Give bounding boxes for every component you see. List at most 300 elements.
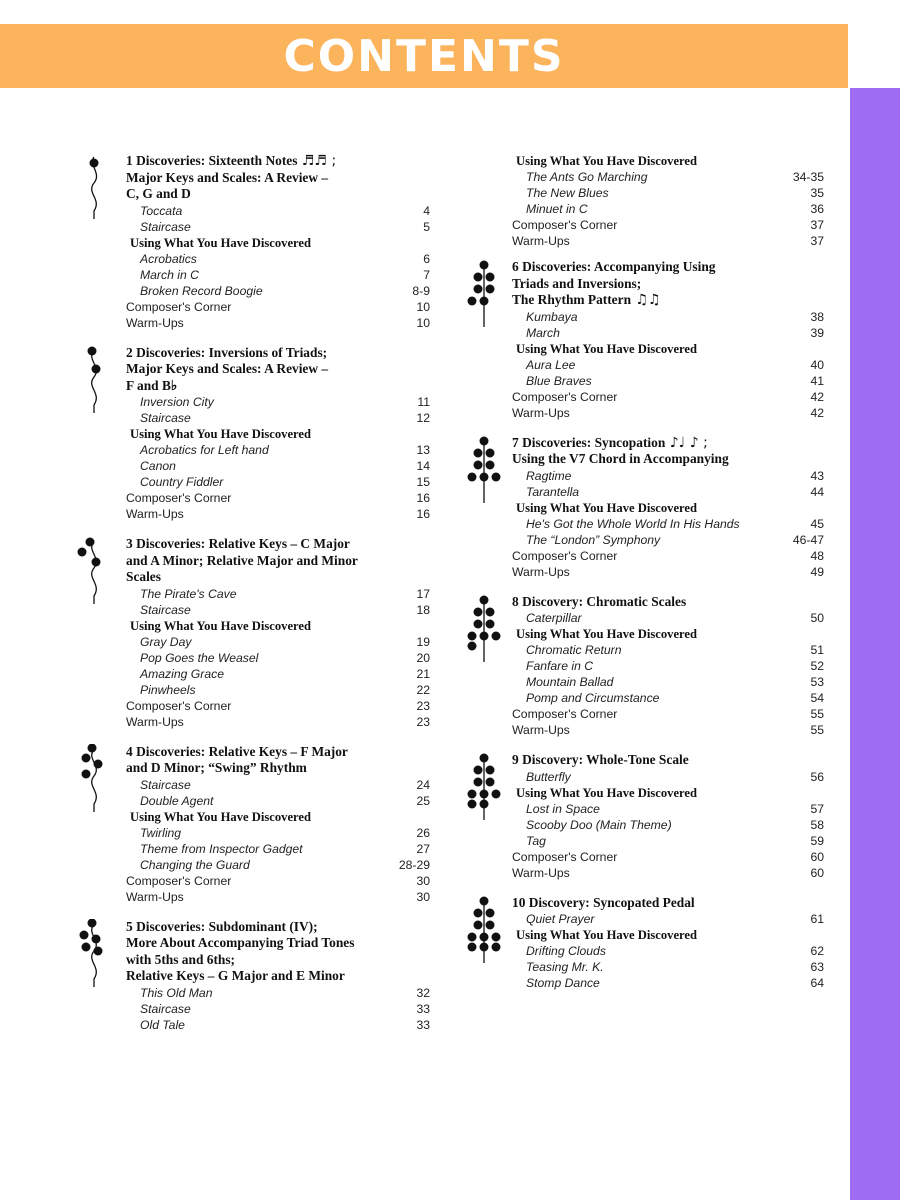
entry-title: Composer's Corner (126, 491, 232, 505)
heading-line (126, 919, 430, 936)
page-number: 58 (810, 817, 824, 832)
unit-8 (462, 594, 824, 739)
piece-entry (126, 219, 430, 235)
heading-text: Discoveries: Accompanying Using (522, 259, 716, 274)
page-number: 7 (423, 267, 430, 282)
section-entry (512, 706, 824, 722)
piece-entry (126, 267, 430, 283)
unit-number: 4 (126, 743, 133, 759)
piece-entry (512, 975, 824, 991)
piece-entry (512, 468, 824, 484)
entry-title: This Old Man (140, 985, 213, 1000)
page-number: 60 (810, 849, 824, 864)
page-number: 64 (810, 976, 824, 990)
unit-heading (512, 895, 824, 912)
unit-5-continued (462, 153, 824, 249)
heading-text: Relative Keys – G Major and E Minor (126, 968, 345, 983)
entry-title: Composer's Corner (126, 299, 232, 314)
heading-text: Major Keys and Scales: A Review – (126, 169, 329, 185)
entry-title: The Ants Go Marching (526, 170, 648, 184)
page-number: 32 (416, 985, 430, 1000)
entry-title: Blue Braves (526, 373, 592, 388)
heading-line (126, 345, 430, 362)
section-entry (126, 698, 430, 714)
entry-title: Tag (526, 833, 546, 848)
page-number: 13 (416, 443, 430, 457)
page-number: 27 (416, 841, 430, 856)
entry-title: Warm-Ups (512, 234, 570, 248)
piece-entry (126, 1017, 430, 1033)
piece-entry (512, 801, 824, 817)
page-number: 20 (416, 650, 430, 665)
tree-8-icon (462, 594, 506, 664)
entry-title: Composer's Corner (512, 707, 618, 721)
entry-title: March in C (140, 267, 199, 282)
entry-title: Warm-Ups (512, 564, 570, 579)
entry-title: Minuet in C (526, 202, 588, 216)
tree-7-icon (462, 435, 506, 505)
tree-6-icon (462, 259, 506, 329)
unit-heading (126, 919, 430, 985)
page-number: 6 (423, 251, 430, 266)
single-vine-icon (76, 153, 120, 223)
unit-heading (512, 594, 824, 611)
entry-title: Acrobatics (140, 251, 197, 266)
heading-text: Discoveries: Sixteenth Notes (136, 153, 298, 168)
heading-line (126, 361, 430, 378)
unit-number: 8 (512, 593, 519, 609)
heading-text: Scales (126, 569, 161, 584)
heading-line (126, 536, 430, 553)
heading-line (512, 752, 824, 769)
heading-line (126, 968, 430, 985)
entry-title: Aura Lee (526, 357, 576, 372)
heading-line (512, 594, 824, 611)
page-number: 62 (810, 944, 824, 958)
unit-9 (462, 752, 824, 881)
piece-entry (512, 169, 824, 185)
page-number: 17 (416, 586, 430, 601)
heading-text: Discoveries: Syncopation (522, 434, 666, 450)
page-number: 28-29 (398, 857, 430, 872)
page-number: 51 (810, 643, 824, 657)
page-number: 16 (416, 491, 430, 505)
page-number: 16 (416, 507, 430, 521)
page-number: 49 (810, 564, 824, 579)
heading-text: Triads and Inversions; (512, 275, 642, 291)
heading-line (126, 153, 430, 170)
entry-title: Kumbaya (526, 309, 578, 324)
section-entry (512, 548, 824, 564)
double-vine-icon (76, 345, 120, 415)
page-number: 19 (416, 634, 430, 649)
section-entry (512, 405, 824, 421)
unit-1 (76, 153, 430, 331)
contents-column-left (76, 153, 430, 1047)
section-subhead: Using What You Have Discovered (516, 341, 697, 356)
entry-title: Composer's Corner (512, 849, 618, 864)
page-number: 54 (810, 691, 824, 705)
entry-title: Staircase (140, 777, 191, 792)
unit-3 (76, 536, 430, 730)
piece-entry (126, 410, 430, 426)
page-number: 39 (810, 325, 824, 340)
piece-entry (126, 793, 430, 809)
piece-entry (512, 658, 824, 674)
page-number: 10 (416, 299, 430, 314)
page-number: 10 (416, 315, 430, 330)
entry-title: Theme from Inspector Gadget (140, 841, 303, 856)
piece-entry (512, 610, 824, 626)
unit-number: 3 (126, 536, 133, 551)
unit-number: 9 (512, 752, 519, 767)
page-number: 21 (416, 666, 430, 681)
heading-text: More About Accompanying Triad Tones (126, 935, 355, 950)
piece-entry (126, 1001, 430, 1017)
section-entry (126, 714, 430, 730)
unit-number: 5 (126, 918, 133, 934)
entry-title: Pinwheels (140, 682, 196, 697)
triple-vine-icon (76, 536, 120, 606)
page-number: 35 (810, 186, 824, 200)
section-entry (512, 564, 824, 580)
piece-entry (126, 985, 430, 1001)
section-entry (512, 722, 824, 738)
page-number: 33 (416, 1017, 430, 1032)
contents-banner (0, 24, 848, 88)
piece-entry (126, 251, 430, 267)
piece-entry (512, 690, 824, 706)
section-subhead: Using What You Have Discovered (130, 809, 311, 824)
contents-column-right (462, 153, 824, 1005)
piece-entry (512, 943, 824, 959)
piece-entry (512, 532, 824, 548)
unit-heading (512, 259, 824, 309)
page-number: 53 (810, 675, 824, 689)
piece-entry (512, 516, 824, 532)
section-entry (126, 299, 430, 315)
entry-title: Changing the Guard (140, 857, 250, 872)
section-subhead: Using What You Have Discovered (130, 235, 311, 250)
page-number: 41 (810, 373, 824, 388)
heading-text: and A Minor; Relative Major and Minor (126, 552, 358, 568)
unit-2 (76, 345, 430, 523)
entry-title: The New Blues (526, 186, 609, 200)
entry-title: Staircase (140, 602, 191, 617)
page-title: CONTENTS (283, 31, 565, 82)
entry-title: Gray Day (140, 634, 192, 649)
heading-line (126, 952, 430, 969)
piece-entry (126, 442, 430, 458)
entry-title: Composer's Corner (512, 218, 618, 232)
section-subhead: Using What You Have Discovered (130, 427, 311, 441)
heading-text: Discoveries: Relative Keys – F Major (136, 743, 348, 759)
entry-title: Broken Record Boogie (140, 283, 263, 298)
rhythm-notation-icon: ♪♩ ♪ ; (665, 434, 708, 451)
sidebar-stripe-gap (850, 0, 900, 88)
unit-number: 1 (126, 153, 133, 168)
section-entry (512, 849, 824, 865)
entry-title: Staircase (140, 219, 191, 234)
heading-text: Discovery: Whole-Tone Scale (522, 752, 689, 767)
page-number: 26 (416, 825, 430, 840)
entry-title: Composer's Corner (126, 698, 232, 713)
page-number: 46-47 (792, 532, 824, 547)
page-number: 50 (810, 611, 824, 625)
page-number: 24 (416, 777, 430, 792)
entry-title: Ragtime (526, 468, 572, 483)
entry-title: The Pirate's Cave (140, 586, 237, 601)
page-number: 34-35 (792, 170, 824, 184)
unit-number: 7 (512, 434, 519, 450)
page-number: 42 (810, 389, 824, 404)
entry-title: Pop Goes the Weasel (140, 650, 259, 665)
section-entry (512, 217, 824, 233)
page-number: 55 (810, 707, 824, 721)
piece-entry (512, 309, 824, 325)
section-subhead: Using What You Have Discovered (516, 500, 697, 515)
piece-entry (126, 825, 430, 841)
heading-text: and D Minor; “Swing” Rhythm (126, 760, 307, 775)
section-entry (126, 490, 430, 506)
heading-line (126, 553, 430, 570)
page-number: 12 (416, 411, 430, 425)
page-number: 38 (810, 309, 824, 324)
entry-title: March (526, 325, 560, 340)
entry-title: Mountain Ballad (526, 675, 614, 689)
entry-title: Amazing Grace (140, 666, 224, 681)
entry-title: Pomp and Circumstance (526, 691, 660, 705)
entry-title: Canon (140, 459, 176, 473)
heading-text: Using the V7 Chord in Accompanying (512, 451, 729, 466)
entry-title: Teasing Mr. K. (526, 960, 604, 974)
entry-title: Scooby Doo (Main Theme) (526, 817, 672, 832)
entry-title: Country Fiddler (140, 475, 224, 489)
entry-title: Warm-Ups (126, 889, 184, 904)
entry-title: Warm-Ups (512, 405, 570, 420)
heading-line (126, 935, 430, 952)
entry-title: Drifting Clouds (526, 944, 606, 958)
unit-heading (512, 435, 824, 468)
piece-entry (512, 484, 824, 500)
section-subhead: Using What You Have Discovered (516, 785, 697, 800)
rhythm-pattern-icon: ♫♫ (631, 292, 661, 308)
page-number: 48 (810, 548, 824, 563)
piece-entry (512, 833, 824, 849)
section-subhead: Using What You Have Discovered (516, 627, 697, 641)
heading-line (512, 451, 824, 468)
entry-title: The “London” Symphony (526, 532, 661, 547)
piece-entry (512, 959, 824, 975)
piece-entry (512, 201, 824, 217)
page-number: 18 (416, 602, 430, 617)
entry-title: Caterpillar (526, 611, 582, 625)
entry-title: Old Tale (140, 1017, 185, 1032)
heading-line (512, 259, 824, 276)
section-entry (126, 873, 430, 889)
piece-entry (126, 777, 430, 793)
heading-line (126, 378, 430, 395)
piece-entry (126, 394, 430, 410)
unit-heading (512, 752, 824, 769)
entry-title: He's Got the Whole World In His Hands (526, 516, 740, 531)
unit-5 (76, 919, 430, 1033)
unit-number: 10 (512, 894, 526, 910)
quad-vine-icon (76, 744, 120, 814)
piece-entry (126, 602, 430, 618)
page-number: 33 (416, 1001, 430, 1016)
heading-line (512, 435, 824, 452)
entry-title: Warm-Ups (126, 315, 184, 330)
piece-entry (126, 666, 430, 682)
entry-title: Quiet Prayer (526, 912, 595, 926)
section-entry (126, 506, 430, 522)
heading-line (512, 895, 824, 912)
heading-text: Discovery: Syncopated Pedal (528, 894, 695, 910)
piece-entry (126, 283, 430, 299)
unit-heading (126, 536, 430, 586)
section-entry (126, 889, 430, 905)
page-number: 63 (810, 960, 824, 974)
penta-vine-icon (76, 919, 120, 989)
entry-title: Warm-Ups (126, 507, 184, 521)
page-number: 52 (810, 659, 824, 673)
page-number: 61 (810, 912, 824, 926)
page-number: 37 (810, 218, 824, 232)
page-number: 23 (416, 698, 430, 713)
unit-heading (126, 744, 430, 777)
piece-entry (512, 357, 824, 373)
piece-entry (512, 325, 824, 341)
heading-text: F and B♭ (126, 377, 178, 393)
section-entry (126, 315, 430, 331)
unit-10 (462, 895, 824, 992)
heading-line (126, 744, 430, 761)
entry-title: Composer's Corner (512, 548, 618, 563)
section-subhead: Using What You Have Discovered (130, 618, 311, 633)
heading-text: Discoveries: Inversions of Triads; (136, 344, 328, 360)
heading-line (512, 276, 824, 293)
entry-title: Composer's Corner (512, 389, 618, 404)
entry-title: Fanfare in C (526, 659, 594, 673)
page-number: 22 (416, 682, 430, 697)
page-number: 42 (810, 405, 824, 420)
entry-title: Tarantella (526, 484, 580, 499)
page-number: 14 (416, 459, 430, 473)
piece-entry (126, 634, 430, 650)
heading-text: Discovery: Chromatic Scales (522, 593, 687, 609)
piece-entry (512, 817, 824, 833)
heading-text: C, G and D (126, 186, 191, 201)
entry-title: Toccata (140, 203, 183, 218)
page-number: 44 (810, 484, 824, 499)
unit-4 (76, 744, 430, 905)
piece-entry (126, 650, 430, 666)
section-entry (512, 865, 824, 881)
heading-text: Discoveries: Relative Keys – C Major (136, 536, 350, 551)
unit-6 (462, 259, 824, 421)
entry-title: Butterfly (526, 769, 571, 784)
entry-title: Composer's Corner (126, 873, 232, 888)
entry-title: Acrobatics for Left hand (140, 443, 269, 457)
page-number: 45 (810, 516, 824, 531)
page-number: 56 (810, 769, 824, 784)
unit-heading (126, 153, 430, 203)
heading-line (126, 569, 430, 586)
page-number: 11 (417, 395, 430, 409)
tree-9-icon (462, 752, 506, 822)
piece-entry (512, 911, 824, 927)
heading-line (126, 186, 430, 203)
piece-entry (512, 769, 824, 785)
sixteenth-notes-icon: ♬♬ ; (297, 153, 337, 169)
unit-7 (462, 435, 824, 580)
page-number: 15 (416, 475, 430, 489)
unit-heading (126, 345, 430, 395)
page-number: 5 (423, 219, 430, 234)
section-subhead: Using What You Have Discovered (516, 928, 697, 942)
heading-line (512, 292, 824, 309)
heading-line (126, 760, 430, 777)
entry-title: Chromatic Return (526, 643, 622, 657)
entry-title: Staircase (140, 1001, 191, 1016)
piece-entry (126, 857, 430, 873)
entry-title: Inversion City (140, 395, 214, 409)
heading-line (126, 170, 430, 187)
page-number: 57 (810, 801, 824, 816)
section-entry (512, 389, 824, 405)
page-number: 55 (810, 723, 824, 737)
heading-text: Discoveries: Subdominant (IV); (136, 918, 318, 934)
page-number: 8-9 (412, 283, 430, 298)
piece-entry (512, 185, 824, 201)
unit-number: 6 (512, 259, 519, 274)
page-number: 23 (416, 714, 430, 729)
page-number: 25 (416, 793, 430, 808)
entry-title: Lost in Space (526, 801, 600, 816)
unit-number: 2 (126, 344, 133, 360)
piece-entry (126, 474, 430, 490)
entry-title: Warm-Ups (512, 865, 570, 880)
piece-entry (126, 682, 430, 698)
entry-title: Twirling (140, 825, 182, 840)
heading-text: Major Keys and Scales: A Review – (126, 361, 329, 376)
piece-entry (512, 373, 824, 389)
entry-title: Double Agent (140, 793, 214, 808)
page-number: 59 (810, 833, 824, 848)
page-number: 60 (810, 865, 824, 880)
heading-text: with 5ths and 6ths; (126, 951, 236, 967)
page-number: 36 (810, 202, 824, 216)
entry-title: Stomp Dance (526, 976, 600, 990)
entry-title: Staircase (140, 411, 191, 425)
piece-entry (512, 674, 824, 690)
entry-title: Warm-Ups (512, 723, 570, 737)
piece-entry (126, 586, 430, 602)
piece-entry (126, 841, 430, 857)
tree-10-icon (462, 895, 506, 965)
section-entry (512, 233, 824, 249)
piece-entry (126, 203, 430, 219)
page-number: 43 (810, 468, 824, 483)
page-number: 4 (423, 203, 430, 218)
page-number: 30 (416, 873, 430, 888)
page-number: 30 (416, 889, 430, 904)
section-subhead: Using What You Have Discovered (516, 154, 697, 168)
sidebar-stripe (850, 0, 900, 1200)
page-number: 40 (810, 357, 824, 372)
page-number: 37 (810, 234, 824, 248)
